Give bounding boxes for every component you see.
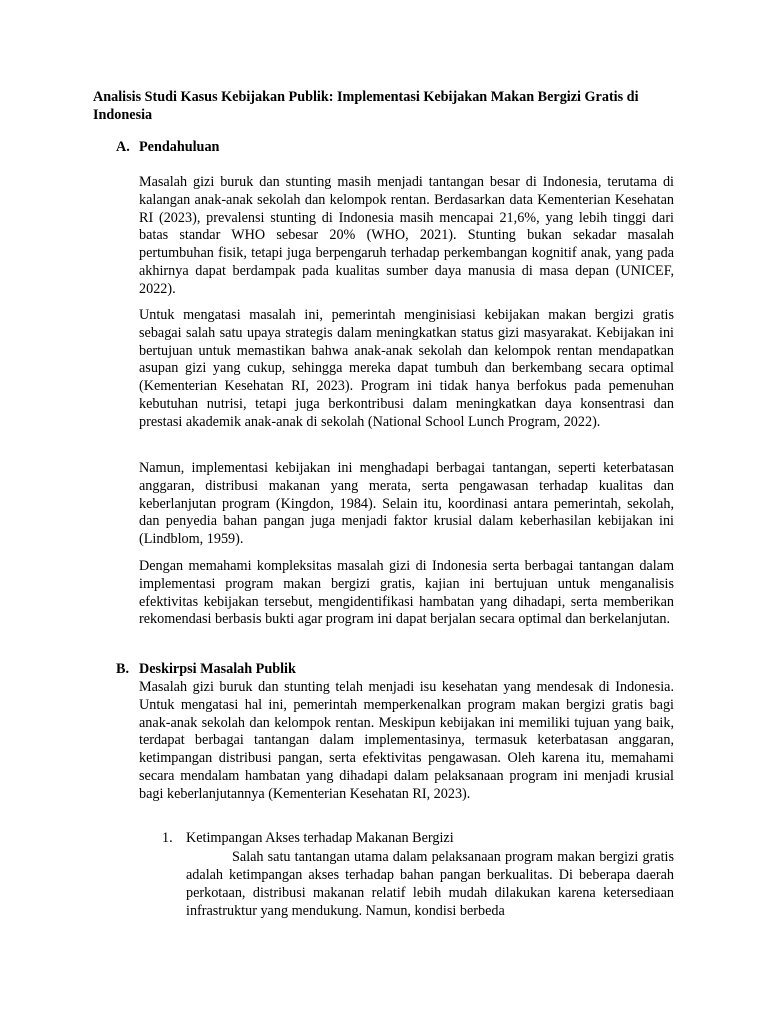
- section-a-paragraph-2: Untuk mengatasi masalah ini, pemerintah menginisiasi kebijakan makan bergizi gratis sebagai salah satu upaya strategis dalam meningkatkan status gizi masyarakat. Kebijakan ini bertujuan untuk memastikan bahwa anak-anak sekolah dan kelompok rentan mendapatkan asupan gizi yang cukup, sehingga mereka dapat tumbuh dan berkembang secara optimal (Kementerian Kesehatan RI, 2023). Program ini tidak hanya berfokus pada pemenuhan kebutuhan nutrisi, tetapi juga berkontribusi dalam meningkatkan daya konsentrasi dan prestasi akademik anak-anak di sekolah (National School Lunch Program, 2022).: [139, 307, 674, 430]
- section-b-heading: [116, 660, 296, 678]
- section-a-letter: A.: [116, 139, 130, 155]
- section-b-paragraph: Masalah gizi buruk dan stunting telah menjadi isu kesehatan yang mendesak di Indonesia. Untuk mengatasi hal ini, pemerintah memperkenalkan program makan bergizi gratis bagi anak-anak sekolah dan kelompok rentan. Meskipun kebijakan ini memiliki tujuan yang baik, terdapat berbagai tantangan dalam implementasinya, termasuk keterbatasan anggaran, ketimpangan distribusi pangan, serta efektivitas pengawasan. Oleh karena itu, memahami secara mendalam hambatan yang dihadapi dalam pelaksanaan program ini menjadi krusial bagi keberlanjutannya (Kementerian Kesehatan RI, 2023).: [139, 679, 674, 802]
- section-a-paragraph-4: Dengan memahami kompleksitas masalah gizi di Indonesia serta berbagai tantangan dalam implementasi program makan bergizi gratis, kajian ini bertujuan untuk menganalisis efektivitas kebijakan tersebut, mengidentifikasi hambatan yang dihadapi, serta memberikan rekomendasi berbasis bukti agar program ini dapat berjalan secara optimal dan berkelanjutan.: [139, 558, 674, 628]
- document-title: Analisis Studi Kasus Kebijakan Publik: Implementasi Kebijakan Makan Bergizi Gratis di Indonesia: [93, 89, 639, 123]
- list-item-1: [162, 829, 682, 847]
- list-item-number: 1.: [162, 830, 173, 846]
- section-a-paragraph-3: Namun, implementasi kebijakan ini menghadapi berbagai tantangan, seperti keterbatasan anggaran, distribusi makanan yang merata, serta pengawasan terhadap kualitas dan keberlanjutan program (Kingdon, 1984). Selain itu, koordinasi antara pemerintah, sekolah, dan penyedia bahan pangan juga menjadi faktor krusial dalam keberhasilan kebijakan ini (Lindblom, 1959).: [139, 460, 674, 548]
- section-a-heading: [116, 138, 219, 156]
- list-item-1-text: Salah satu tantangan utama dalam pelaksanaan program makan bergizi gratis adalah ketimpangan akses terhadap bahan pangan berkualitas. Di beberapa daerah perkotaan, distribusi makanan relatif lebih mudah dilakukan karena ketersediaan infrastruktur yang mendukung. Namun, kondisi berbeda: [186, 849, 674, 919]
- section-b-letter: B.: [116, 661, 130, 677]
- list-item-title: Ketimpangan Akses terhadap Makanan Bergizi: [186, 830, 454, 846]
- section-a-paragraph-1: Masalah gizi buruk dan stunting masih menjadi tantangan besar di Indonesia, terutama di kalangan anak-anak sekolah dan kelompok rentan. Berdasarkan data Kementerian Kesehatan RI (2023), prevalensi stunting di Indonesia masih mencapai 21,6%, yang lebih tinggi dari batas standar WHO sebesar 20% (WHO, 2021). Stunting bukan sekadar masalah pertumbuhan fisik, tetapi juga berpengaruh terhadap perkembangan kognitif anak, yang pada akhirnya dapat berdampak pada kualitas sumber daya manusia di masa depan (UNICEF, 2022).: [139, 174, 674, 297]
- section-b-title: Deskirpsi Masalah Publik: [139, 661, 296, 677]
- section-a-title: Pendahuluan: [139, 139, 220, 155]
